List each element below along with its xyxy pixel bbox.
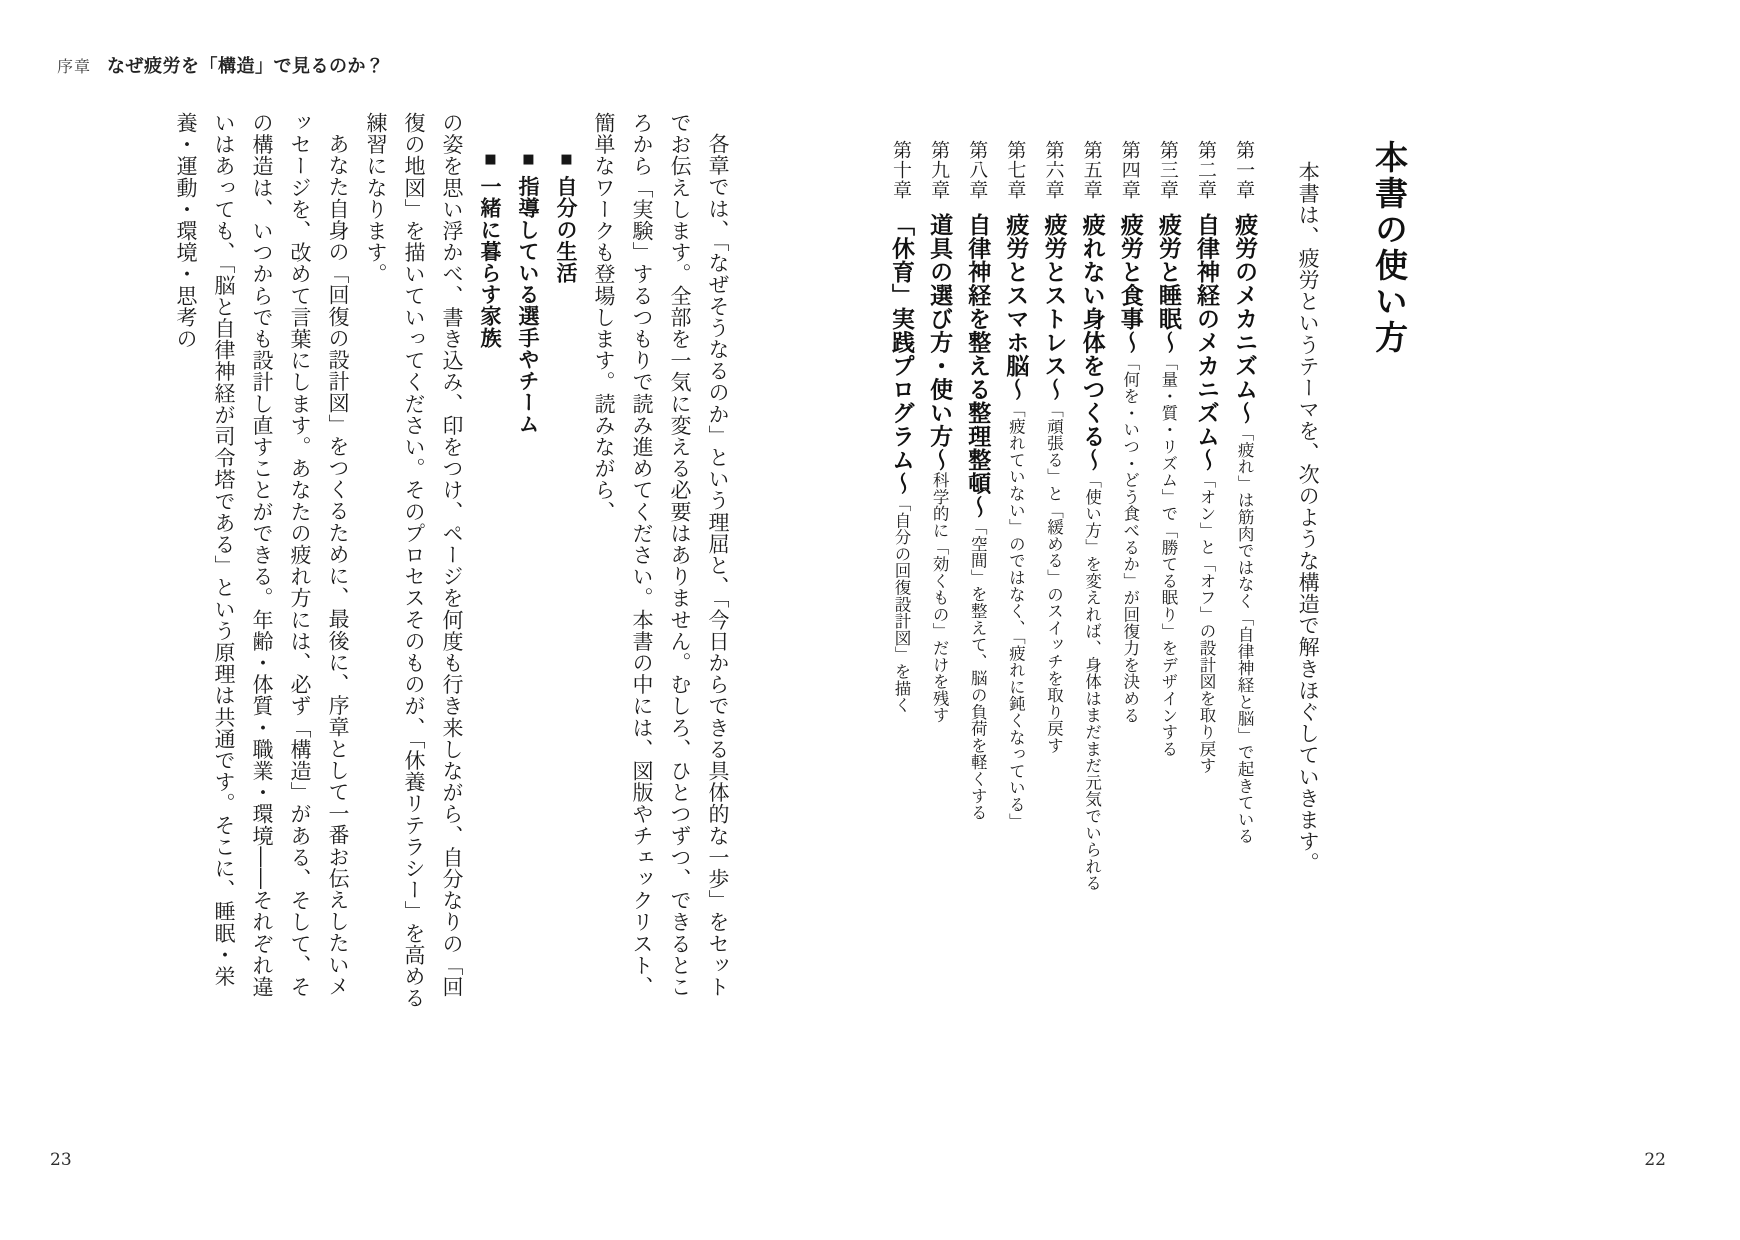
toc-chapter-8 (963, 140, 990, 1080)
chapter-number: 第一章 (1233, 140, 1256, 200)
chapter-subtitle: 「量・質・リズム」で「勝てる眠り」をデザインする (1158, 354, 1178, 758)
chapter-number: 第十章 (889, 140, 912, 200)
chapter-number: 第六章 (1042, 140, 1065, 200)
list-item-text: 自分の生活 (554, 175, 578, 284)
list-item (471, 112, 509, 1014)
page-number-right: 22 (1644, 1150, 1666, 1170)
list-item-text: 指導している選手やチーム (516, 175, 540, 435)
chapter-subtitle: 「自分の回復設計図」を描く (891, 495, 911, 714)
toc-chapter-4 (1116, 140, 1143, 1080)
toc-chapter-9 (925, 140, 952, 1080)
chapter-subtitle: 「何を・いつ・どう食べるか」が回復力を決める (1120, 354, 1140, 724)
toc-chapter-5 (1077, 140, 1104, 1080)
page-number-left: 23 (50, 1150, 72, 1170)
list-item-text: 一緒に暮らす家族 (478, 175, 502, 349)
right-page-body (876, 140, 1452, 1080)
chapter-subtitle: 「頑張る」と「緩める」のスイッチを取り戻す (1044, 401, 1064, 754)
chapter-number: 第三章 (1156, 140, 1179, 200)
list-item (509, 112, 547, 1014)
chapter-subtitle: 「疲れていない」のではなく、「疲れに鈍くなっている」 (1006, 401, 1026, 830)
chapter-title: 自律神経のメカニズム～ (1192, 213, 1219, 472)
chapter-number: 第九章 (928, 140, 951, 200)
chapter-title: 疲れない身体をつくる～ (1078, 213, 1105, 472)
chapter-title: 疲労とストレス～ (1040, 213, 1067, 401)
bullet-square-icon: ■ (559, 152, 574, 168)
running-head-chapter-label: 序章 (57, 57, 92, 76)
chapter-number: 第五章 (1080, 140, 1103, 200)
chapter-title: 疲労のメカニズム～ (1231, 213, 1258, 425)
chapter-title: 道具の選び方・使い方～ (926, 213, 953, 472)
toc-chapter-2 (1192, 140, 1219, 1080)
paragraph: あなた自身の「回復の設計図」をつくるために、最後に、序章として一番お伝えしたいメッセージを、改めて言葉にします。あなたの疲れ方には、必ず「構造」がある、そして、その構造は、いつからでも設計し直すことができる。年齢・体質・職業・環境――それぞれ違いはあっても、「脳と自律神経が司令塔である」という原理は共通です。そこに、睡眠・栄養・運動・環境・思考の (174, 112, 350, 998)
left-page-body (77, 112, 737, 1014)
running-head (57, 52, 385, 78)
paragraph: 各章では、「なぜそうなるのか」という理屈と、「今日からできる具体的な一歩」をセットでお伝えします。全部を一気に変える必要はありません。むしろ、ひとつずつ、できるところから「実験」するつもりで読み進めてください。本書の中には、図版やチェックリスト、簡単なワークも登場します。読みながら、 (592, 112, 730, 998)
chapter-number: 第二章 (1194, 140, 1217, 200)
bullet-square-icon: ■ (483, 152, 498, 168)
chapter-number: 第四章 (1118, 140, 1141, 200)
paragraph: の姿を思い浮かべ、書き込み、印をつけ、ページを何度も行き来しながら、自分なりの「回復の地図」を描いていってください。そのプロセスそのものが、「休養リテラシー」を高める練習になります。 (364, 112, 464, 1009)
chapter-number: 第八章 (966, 140, 989, 200)
section-title: 本書の使い方 (1370, 140, 1409, 356)
chapter-subtitle: 「オン」と「オフ」の設計図を取り戻す (1196, 471, 1216, 774)
toc-chapter-10 (887, 140, 914, 1080)
bullet-square-icon: ■ (521, 152, 536, 168)
chapter-subtitle: 「空間」を整えて、脳の負荷を軽くする (968, 518, 988, 821)
chapter-subtitle: 科学的に「効くもの」だけを残す (930, 471, 950, 724)
chapter-title: 疲労と睡眠～ (1154, 213, 1181, 354)
toc-chapter-3 (1154, 140, 1181, 1080)
running-head-title: なぜ疲労を「構造」で見るのか？ (107, 56, 385, 77)
toc-chapter-6 (1039, 140, 1066, 1080)
chapter-title: 「休育」実践プログラム～ (887, 213, 914, 495)
chapter-title: 疲労と食事～ (1116, 213, 1143, 354)
chapter-subtitle: 「疲れ」は筋肉ではなく「自律神経と脳」で起きている (1235, 424, 1255, 845)
intro-paragraph: 本書は、疲労というテーマを、次のような構造で解きほぐしていきます。 (1296, 161, 1321, 874)
chapter-number: 第七章 (1004, 140, 1027, 200)
list-item (547, 112, 585, 1014)
chapter-subtitle: 「使い方」を変えれば、身体はまだまだ元気でいられる (1082, 471, 1102, 892)
chapter-title: 疲労とスマホ脳～ (1002, 213, 1029, 401)
toc-chapter-7 (1001, 140, 1028, 1080)
toc-chapter-1 (1230, 140, 1257, 1080)
chapter-title: 自律神経を整える整理整頓～ (964, 213, 991, 519)
